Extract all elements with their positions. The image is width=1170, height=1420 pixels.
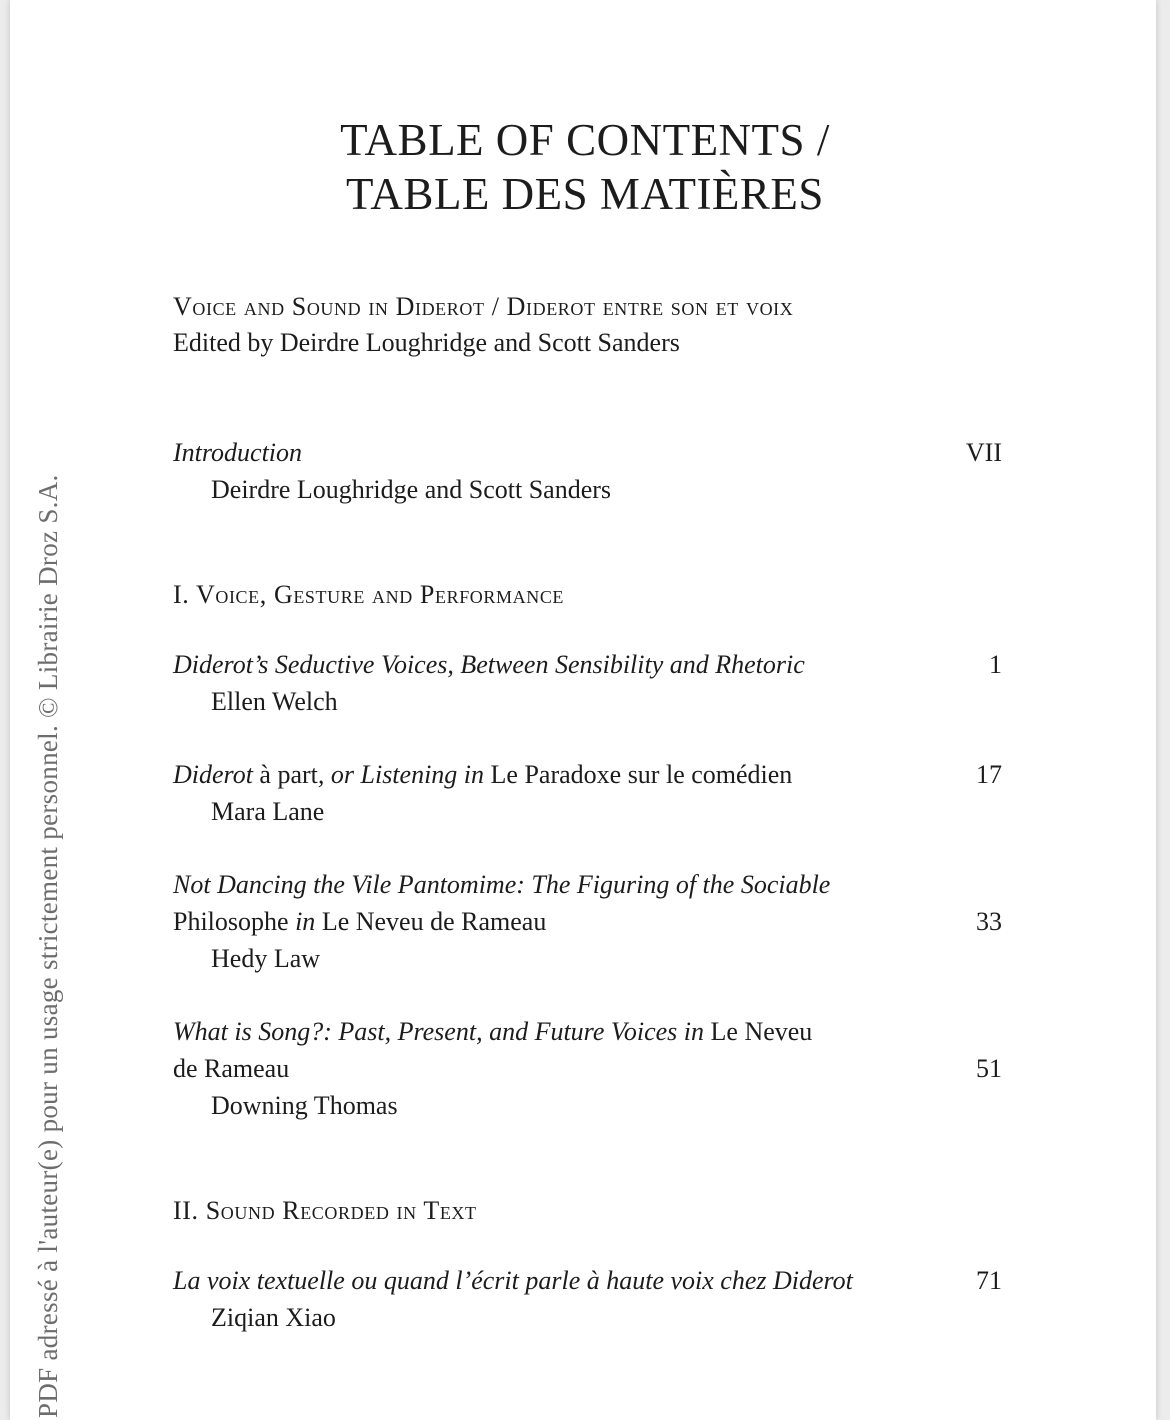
toc-entry-title[interactable]: What is Song?: Past, Present, and Future Voices in Le Neveu bbox=[173, 1017, 813, 1046]
page-title bbox=[0, 113, 1170, 221]
toc-entry-title[interactable]: Diderot’s Seductive Voices, Between Sensibility and Rhetoric bbox=[173, 650, 805, 679]
toc-entry-intro-title[interactable]: Introduction bbox=[173, 438, 303, 467]
title-line-1: TABLE OF CONTENTS / bbox=[340, 115, 830, 165]
toc-entry-author: Hedy Law bbox=[211, 944, 321, 973]
toc-entry-page[interactable]: 1 bbox=[989, 650, 1002, 679]
toc-entry-author: Mara Lane bbox=[211, 797, 325, 826]
toc-entry-intro-author: Deirdre Loughridge and Scott Sanders bbox=[211, 475, 612, 504]
toc-entry-page[interactable]: 33 bbox=[976, 907, 1002, 936]
toc-entry-author: Ellen Welch bbox=[211, 687, 338, 716]
toc-entry-author: Downing Thomas bbox=[211, 1091, 398, 1120]
toc-entry-title-continued[interactable]: de Rameau bbox=[173, 1054, 290, 1083]
toc-entry-title-continued[interactable]: Philosophe in Le Neveu de Rameau bbox=[173, 907, 547, 936]
section-heading-2: II. Sound Recorded in Text bbox=[173, 1196, 477, 1225]
toc-entry-title[interactable]: Not Dancing the Vile Pantomime: The Figuring of the Sociable bbox=[173, 870, 831, 899]
toc-entry-page[interactable]: 17 bbox=[976, 760, 1002, 789]
volume-title: Voice and Sound in Diderot / Diderot entre son et voix bbox=[173, 292, 794, 321]
toc-entry-intro-page[interactable]: VII bbox=[965, 438, 1002, 467]
volume-editors: Edited by Deirdre Loughridge and Scott Sanders bbox=[173, 328, 680, 357]
toc-entry-title[interactable]: Diderot à part, or Listening in Le Paradoxe sur le comédien bbox=[173, 760, 793, 789]
toc-entry-title[interactable]: La voix textuelle ou quand l’écrit parle à haute voix chez Diderot bbox=[173, 1266, 853, 1295]
section-heading-1: I. Voice, Gesture and Performance bbox=[173, 580, 565, 609]
title-line-2: TABLE DES MATIÈRES bbox=[346, 169, 824, 219]
toc-entry-author: Ziqian Xiao bbox=[211, 1303, 336, 1332]
toc-entry-page[interactable]: 51 bbox=[976, 1054, 1002, 1083]
copyright-watermark: PDF adressé à l'auteur(e) pour un usage strictement personnel. © Librairie Droz S.A. bbox=[33, 474, 63, 1418]
toc-entry-page[interactable]: 71 bbox=[976, 1266, 1002, 1295]
